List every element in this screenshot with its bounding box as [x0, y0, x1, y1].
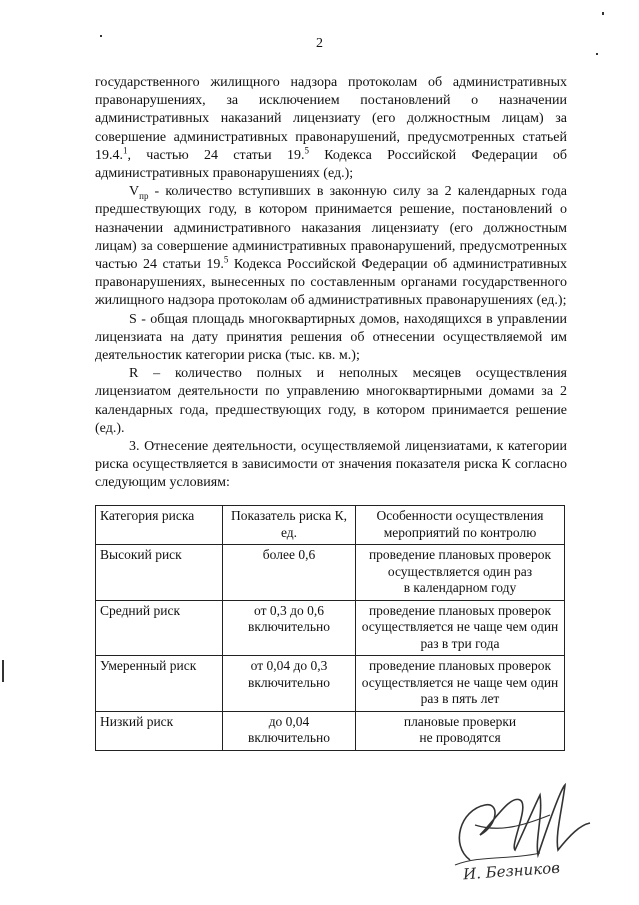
- paragraph-1: государственного жилищного надзора протоколам об административных правонарушениях, за исключением постановлений о назначении административных наказаний лицензиату (его должностным лицам) за совершение административных правонарушений, предусмотренных статьей 19.4.$^1$, частью 24 статьи 19.$^5$ Кодекса Российской Федерации об административных правонарушениях (ед.);: [95, 75, 567, 182]
- cell-indicator: от 0,3 до 0,6 включительно: [223, 600, 356, 656]
- paragraph-3: 3. Отнесение деятельности, осуществляемой лицензиатами, к категории риска осуществляется в зависимости от значения показателя риска К согласно следующим условиям:: [95, 439, 567, 491]
- cell-measures: проведение плановых проверок осуществляется не чаще чем один раз в пять лет: [356, 656, 565, 712]
- header-measures: Особенности осуществления мероприятий по контролю: [356, 506, 565, 545]
- scan-mark: [596, 53, 598, 55]
- scan-mark: [2, 660, 4, 682]
- paragraph-s: S - общая площадь многоквартирных домов, находящихся в управлении лицензиата на дату принятия решения об отнесении осуществляемой им деятельностик категории риска (тыс. кв. м.);: [95, 311, 567, 364]
- table-row: [96, 545, 565, 601]
- cell-category: Умеренный риск: [96, 656, 223, 712]
- cell-indicator: до 0,04 включительно: [223, 711, 356, 750]
- cell-measures: плановые проверки не проводятся: [356, 711, 565, 750]
- cell-measures: проведение плановых проверок осуществляется не чаще чем один раз в три года: [356, 600, 565, 656]
- header-category: Категория риска: [96, 506, 223, 545]
- table-row: [96, 600, 565, 656]
- cell-indicator: более 0,6: [223, 545, 356, 601]
- table-row: [96, 656, 565, 712]
- scan-mark: [100, 35, 102, 37]
- cell-category: Низкий риск: [96, 711, 223, 750]
- table-header-row: [96, 506, 565, 545]
- document-body: [95, 74, 567, 493]
- risk-table: [95, 505, 565, 751]
- cell-measures: проведение плановых проверок осуществляется один раз в календарном году: [356, 545, 565, 601]
- paragraph-r: R – количество полных и неполных месяцев осуществления лицензиатом деятельности по управлению многоквартирными домами за 2 календарных года, предшествующих году, в котором принимается решение (ед.).: [95, 366, 567, 436]
- cell-category: Средний риск: [96, 600, 223, 656]
- scan-mark: [602, 12, 604, 15]
- signature-name: И. Безников: [462, 858, 561, 884]
- header-indicator: Показатель риска К, ед.: [223, 506, 356, 545]
- cell-category: Высокий риск: [96, 545, 223, 601]
- table-row: [96, 711, 565, 750]
- cell-indicator: от 0,04 до 0,3 включительно: [223, 656, 356, 712]
- page-number: 2: [316, 36, 323, 51]
- paragraph-vpr: $V_{пр}$ - количество вступивших в законную силу за 2 календарных года предшествующих году, в котором принимается решение, постановлений о назначении административного наказания лицензиату (его должностным лицам) за совершение административных правонарушений, предусмотренных частью 24 статьи 19.$^5$ Кодекса Российской Федерации об административных правонарушениях, вынесенных по составленным органами государственного жилищного надзора протоколам об административных правонарушениях (ед.);: [95, 184, 567, 309]
